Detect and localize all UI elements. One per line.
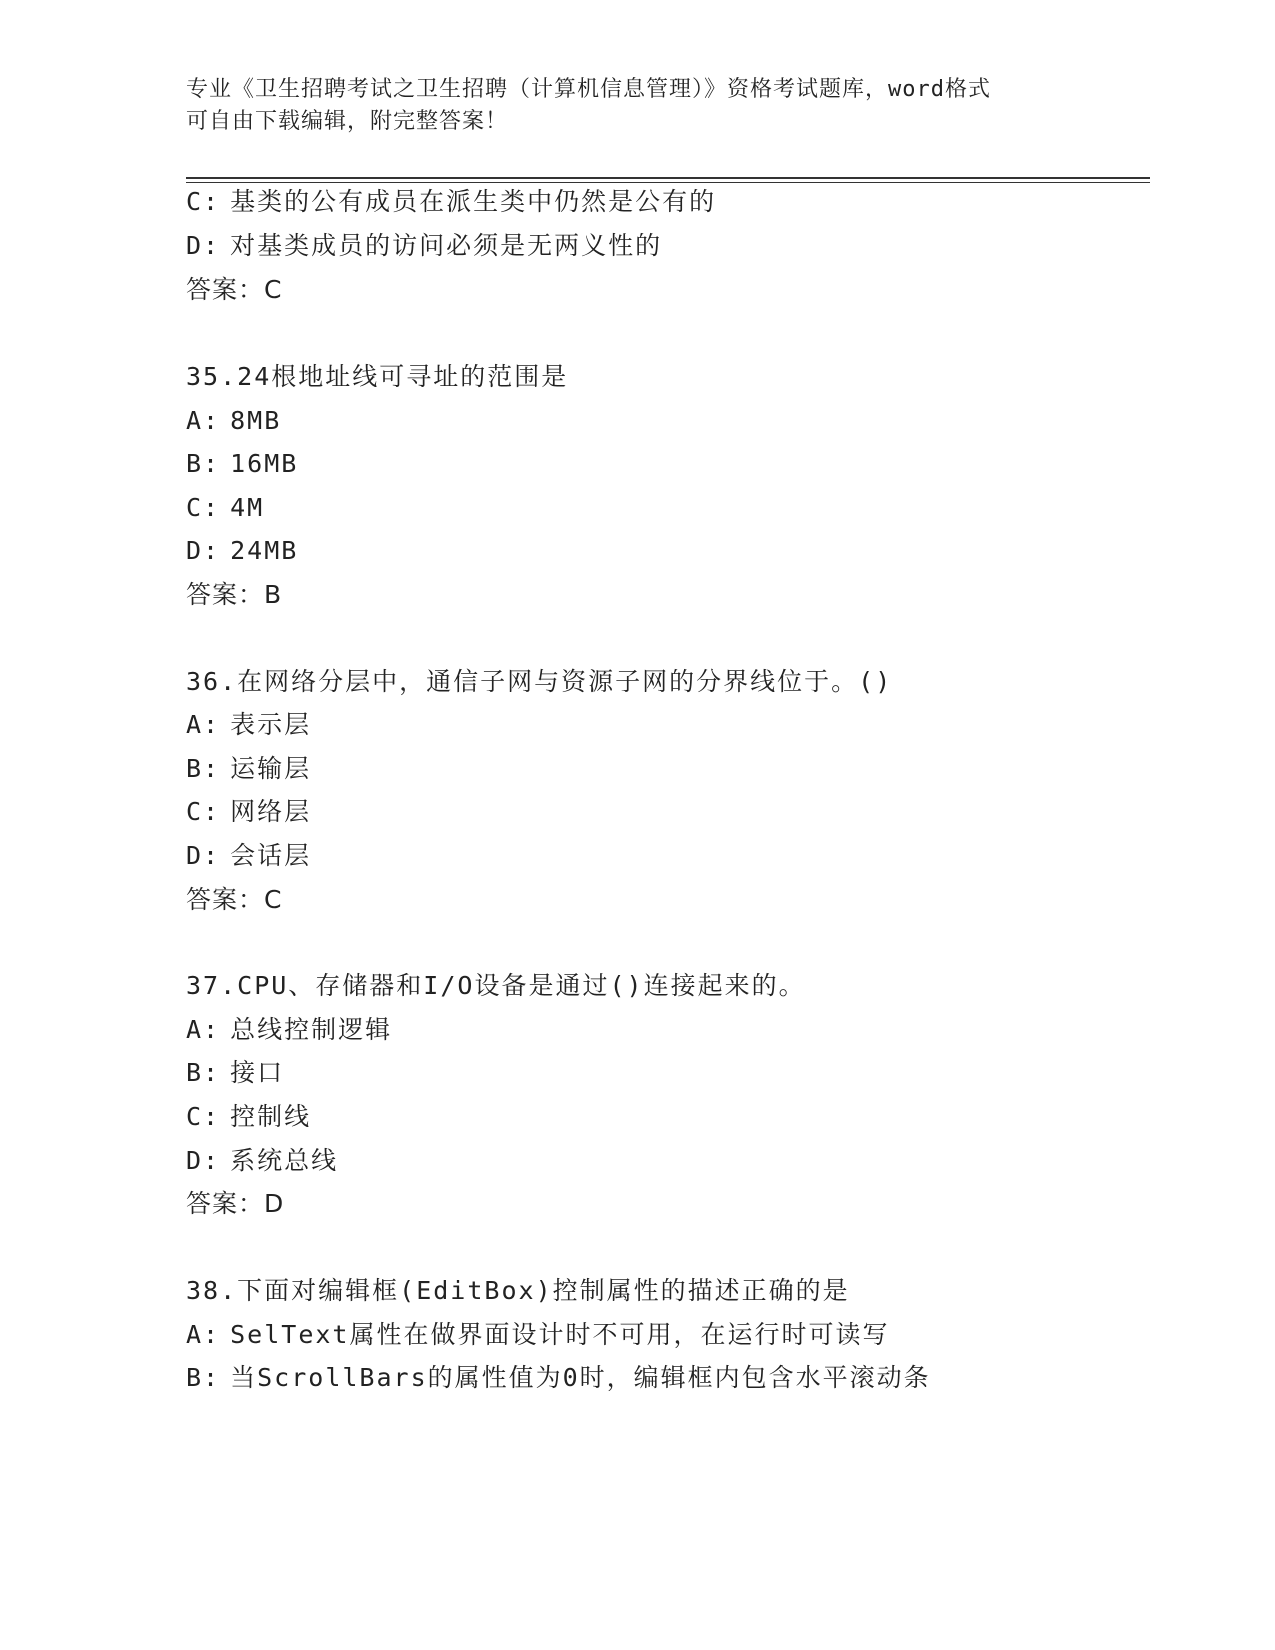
q38-option-b: B: 当ScrollBars的属性值为0时，编辑框内包含水平滚动条: [186, 1363, 931, 1392]
q36-option-b: B: 运输层: [186, 754, 312, 783]
document-header: [186, 74, 1086, 138]
q35-answer: 答案：B: [186, 580, 283, 609]
header-line-1: 专业《卫生招聘考试之卫生招聘（计算机信息管理）》资格考试题库，word格式: [186, 77, 991, 102]
q36-option-d: D: 会话层: [186, 841, 312, 870]
q37-option-d: D: 系统总线: [186, 1146, 339, 1175]
answer: 答案：C: [186, 275, 283, 304]
q37-answer: 答案：D: [186, 1189, 285, 1218]
q35-option-c: C: 4M: [186, 493, 265, 522]
question-37-title: 37.CPU、存储器和I/O设备是通过()连接起来的。: [186, 971, 806, 1000]
q36-option-a: A: 表示层: [186, 710, 312, 739]
question-38-title: 38.下面对编辑框(EditBox)控制属性的描述正确的是: [186, 1276, 850, 1305]
question-35-title: 35.24根地址线可寻址的范围是: [186, 362, 569, 391]
q35-option-a: A: 8MB: [186, 406, 282, 435]
header-divider-thin: [186, 182, 1150, 183]
q36-answer: 答案：C: [186, 885, 283, 914]
header-divider-thick: [186, 177, 1150, 179]
q36-option-c: C: 网络层: [186, 797, 312, 826]
q37-option-b: B: 接口: [186, 1058, 285, 1087]
option-d: D: 对基类成员的访问必须是无两义性的: [186, 231, 663, 260]
q35-option-d: D: 24MB: [186, 536, 299, 565]
question-36-title: 36.在网络分层中，通信子网与资源子网的分界线位于。(): [186, 667, 893, 696]
header-line-2: 可自由下载编辑，附完整答案！: [186, 109, 509, 134]
q37-option-a: A: 总线控制逻辑: [186, 1015, 393, 1044]
q35-option-b: B: 16MB: [186, 449, 299, 478]
option-c: C: 基类的公有成员在派生类中仍然是公有的: [186, 187, 717, 216]
q38-option-a: A: SelText属性在做界面设计时不可用，在运行时可读写: [186, 1320, 890, 1349]
q37-option-c: C: 控制线: [186, 1102, 312, 1131]
